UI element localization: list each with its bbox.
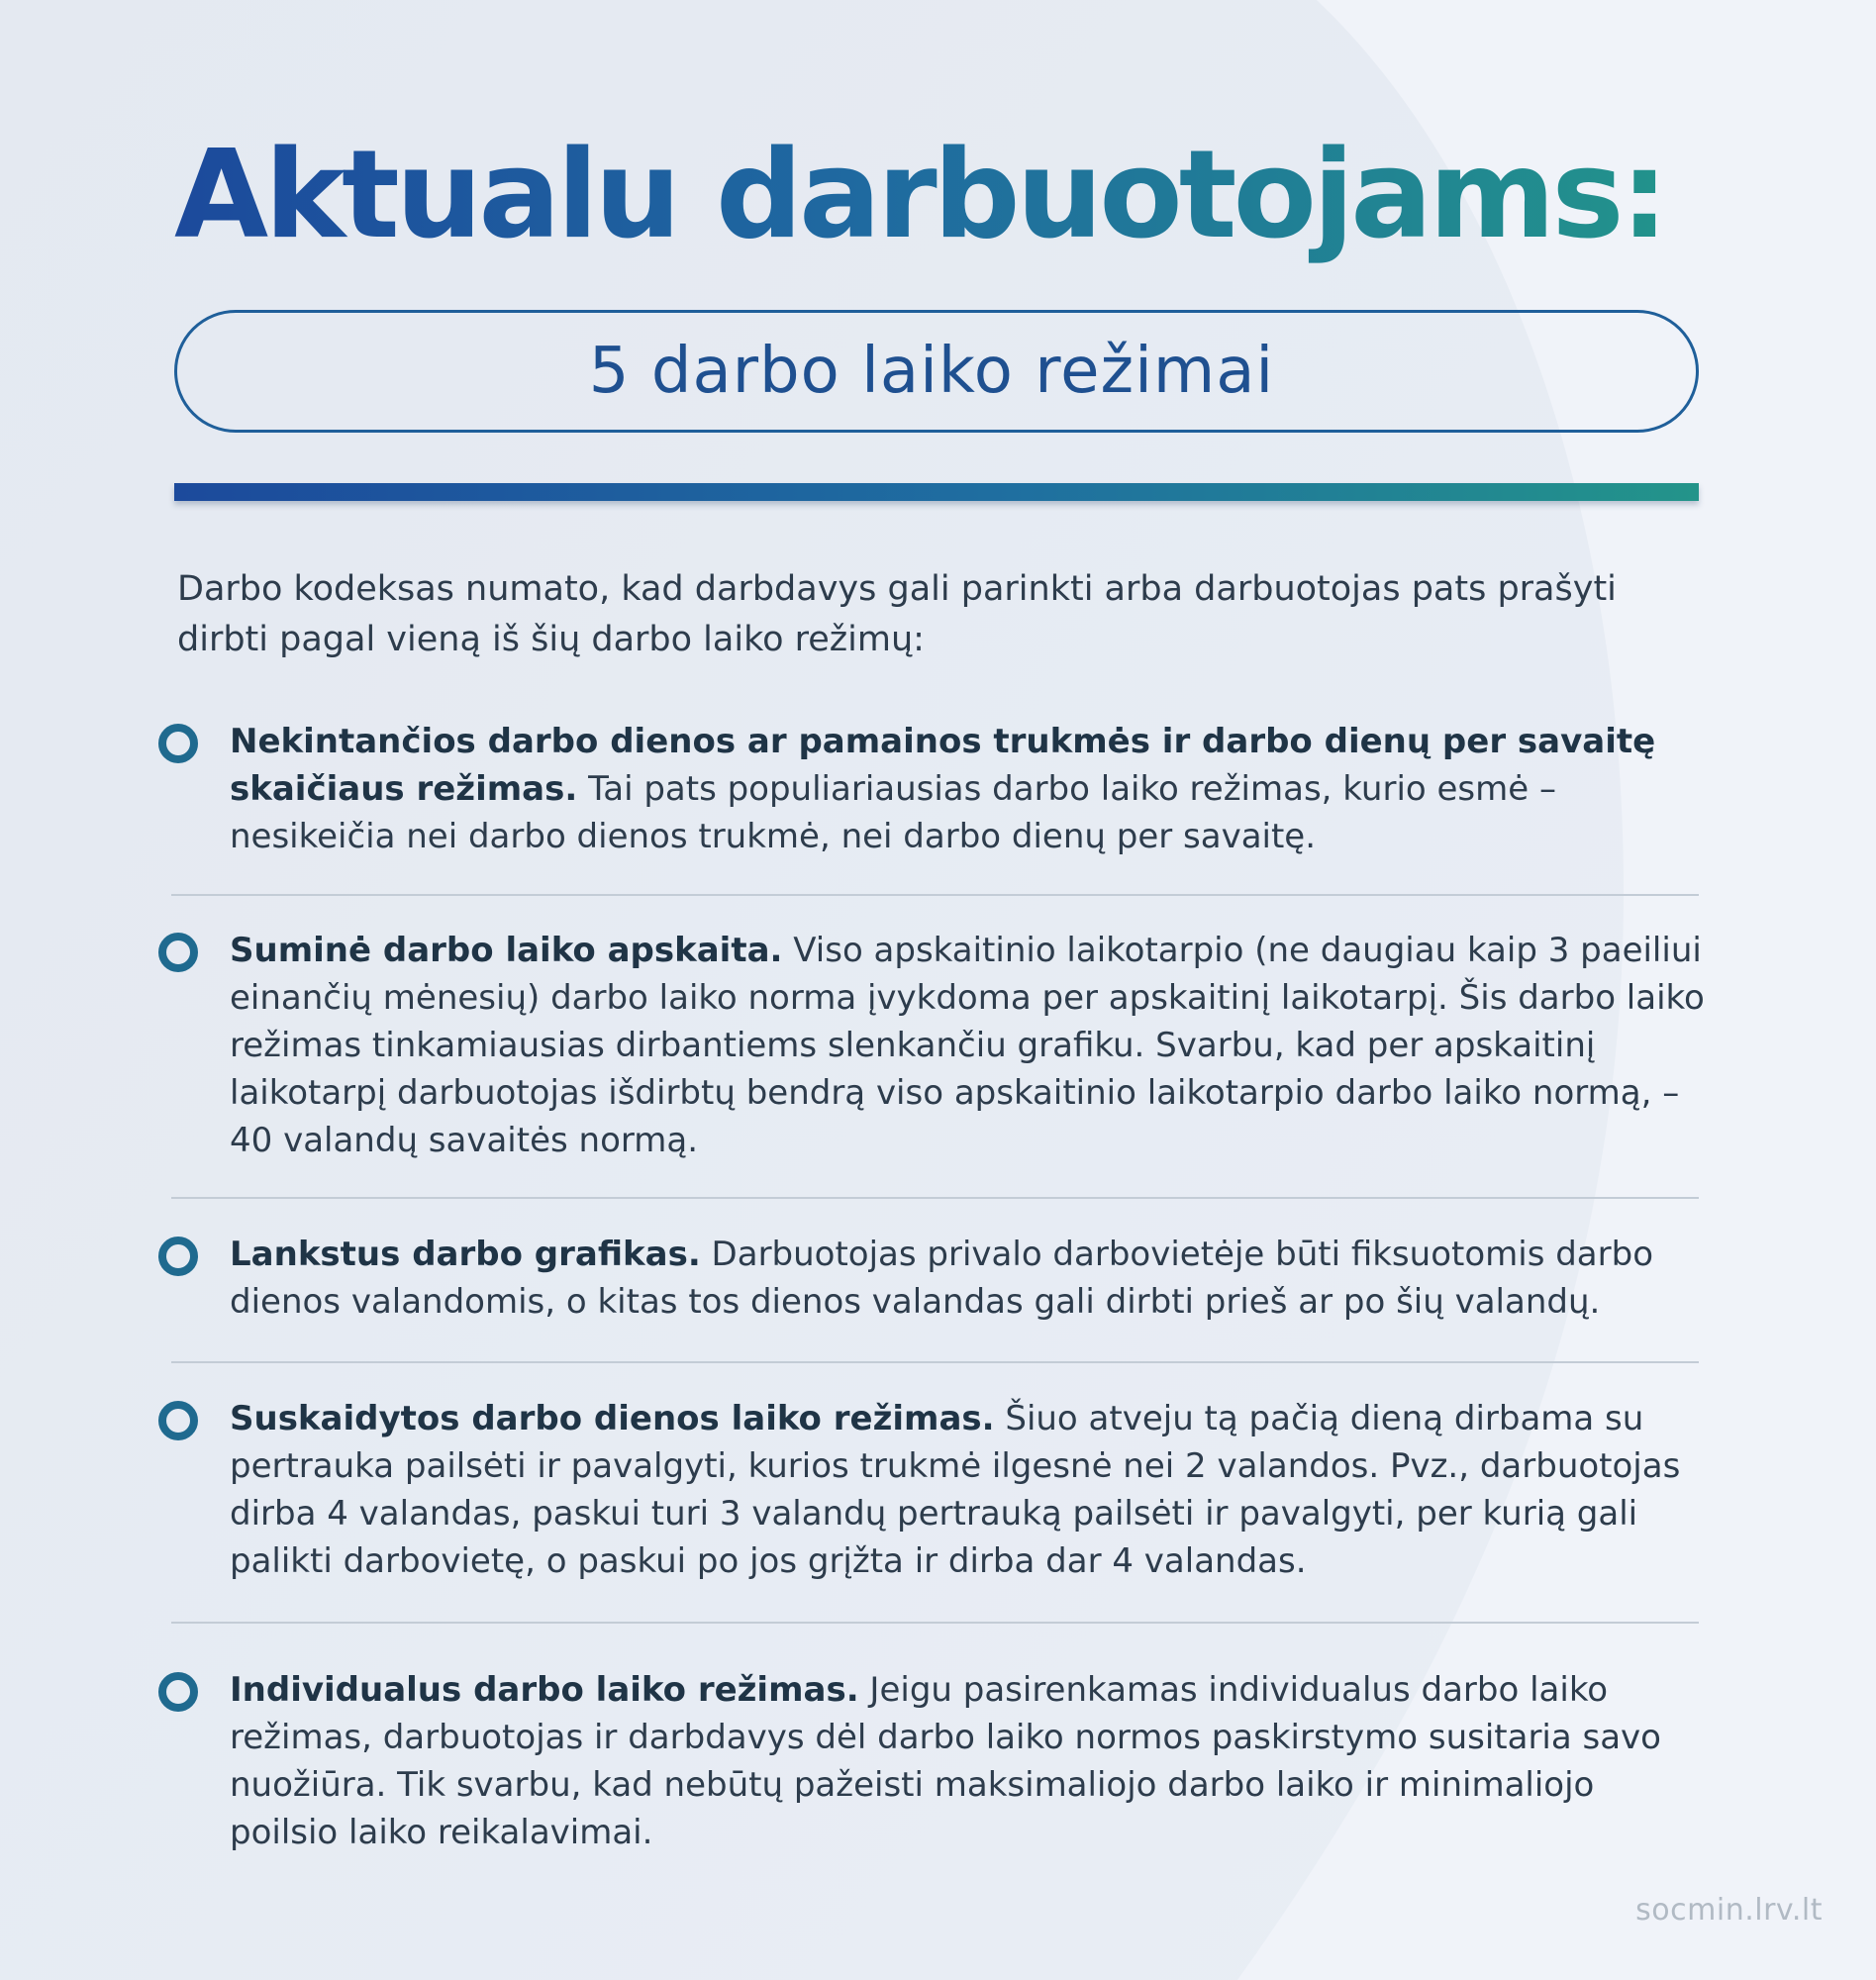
list-item-text (230, 1231, 1705, 1326)
page-title: Aktualu darbuotojams: (174, 117, 1719, 275)
list-item-body: Jeigu pasirenkamas individualus darbo laiko režimas, darbuotojas ir darbdavys dėl darbo laiko normos paskirstymo susitaria savo nuožiūra. Tik svarbu, kad nebūtų pažeisti maksimaliojo darbo laiko ir minimaliojo poilsio laiko reikalavimai. (230, 1670, 1661, 1852)
item-divider (171, 894, 1699, 896)
list-item-text (230, 718, 1705, 860)
circle-bullet-icon (158, 933, 198, 972)
circle-bullet-icon (158, 1237, 198, 1276)
item-divider (171, 1361, 1699, 1363)
list-item-heading: Nekintančios darbo dienos ar pamainos trukmės ir darbo dienų per savaitę skaičiaus režimas. (230, 722, 1656, 809)
circle-bullet-icon (158, 724, 198, 763)
intro-text: Darbo kodeksas numato, kad darbdavys gali parinkti arba darbuotojas pats prašyti dirbti pagal vieną iš šių darbo laiko režimų: (177, 569, 1617, 659)
list-item-text (230, 1395, 1705, 1585)
footer-url: socmin.lrv.lt (1635, 1893, 1823, 1928)
list-item-body: Viso apskaitinio laikotarpio (ne daugiau kaip 3 paeiliui einančių mėnesių) darbo laiko norma įvykdoma per apskaitinį laikotarpį. Šis darbo laiko režimas tinkamiausias dirbantiems slenkančiu grafiku. Svarbu, kad per apskaitinį laikotarpį darbuotojas išdirbtų bendrą viso apskaitinio laikotarpio darbo laiko normą, – 40 valandų savaitės normą. (230, 931, 1705, 1160)
list-item-heading: Individualus darbo laiko režimas. (230, 1670, 859, 1710)
list-item-text (230, 1666, 1705, 1856)
circle-bullet-icon (158, 1672, 198, 1712)
gradient-divider (174, 483, 1699, 501)
item-divider (171, 1622, 1699, 1624)
circle-bullet-icon (158, 1401, 198, 1440)
list-item-body: Šiuo atveju tą pačią dieną dirbama su pertrauka pailsėti ir pavalgyti, kurios trukmė ilgesnė nei 2 valandos. Pvz., darbuotojas dirba 4 valandas, paskui turi 3 valandų pertrauką pailsėti ir pavalgyti, per kurią gali palikti darbovietę, o paskui po jos grįžta ir dirba dar 4 valandas. (230, 1399, 1681, 1581)
list-item-heading: Suminė darbo laiko apskaita. (230, 931, 783, 970)
item-divider (171, 1197, 1699, 1199)
list-item-body: Darbuotojas privalo darbovietėje būti fiksuotomis darbo dienos valandomis, o kitas tos dienos valandas gali dirbti prieš ar po šių valandų. (230, 1235, 1653, 1322)
list-item-body: Tai pats populiariausias darbo laiko režimas, kurio esmė – nesikeičia nei darbo dienos trukmė, nei darbo dienų per savaitę. (230, 769, 1556, 856)
list-item-heading: Lankstus darbo grafikas. (230, 1235, 701, 1274)
list-item-heading: Suskaidytos darbo dienos laiko režimas. (230, 1399, 995, 1438)
list-item-text (230, 927, 1705, 1164)
subtitle: 5 darbo laiko režimai (588, 335, 1275, 408)
subtitle-pill (174, 310, 1699, 433)
